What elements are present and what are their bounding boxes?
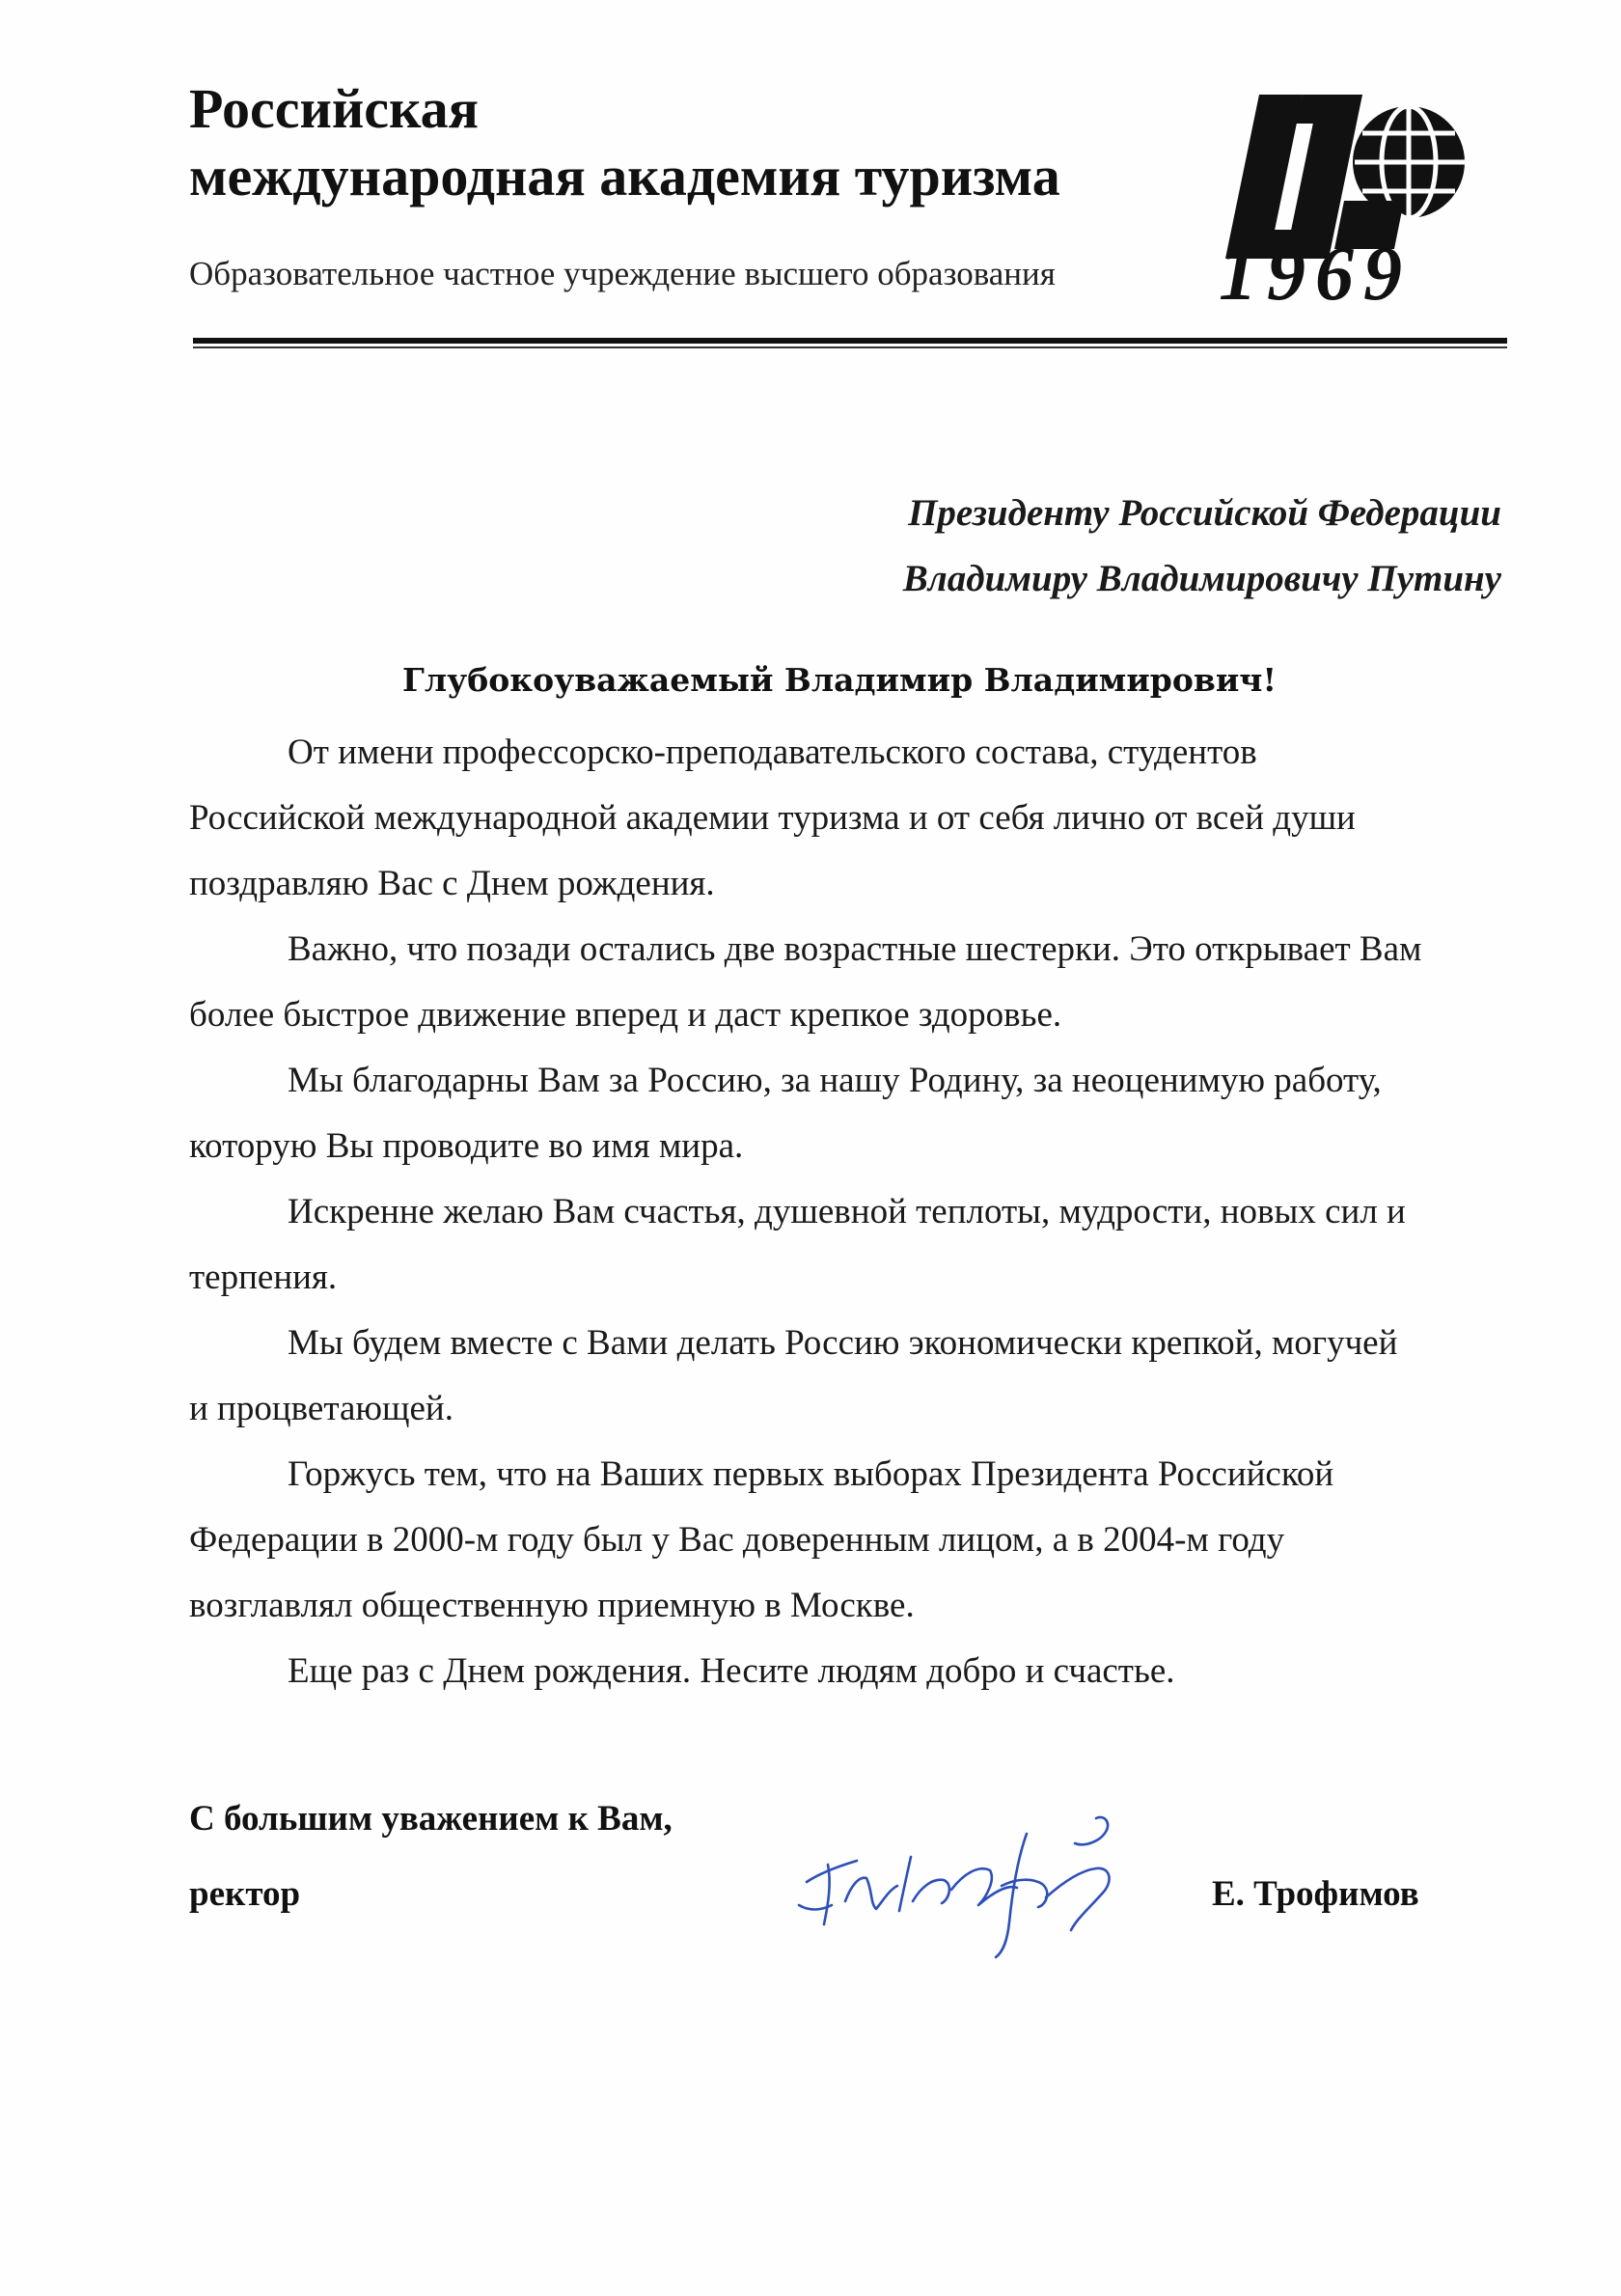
signer-position: ректор — [189, 1874, 301, 1914]
paragraph-line: Мы благодарны Вам за Россию, за нашу Родину, за неоценимую работу, — [288, 1061, 1382, 1100]
paragraph-line: Российской международной академии туризма и от себя лично от всей души — [189, 798, 1356, 838]
letterhead-divider — [193, 338, 1507, 349]
organization-name — [189, 75, 1060, 210]
organization-name-line-1: Российская — [189, 77, 479, 140]
paragraph-6 — [189, 1442, 1513, 1639]
paragraph-line: Еще раз с Днем рождения. Несите людям добро и счастье. — [288, 1651, 1175, 1691]
paragraph-3 — [189, 1048, 1513, 1179]
paragraph-4 — [189, 1179, 1513, 1311]
closing-block — [189, 1782, 673, 1932]
paragraph-7 — [189, 1639, 1513, 1704]
addressee-block — [903, 481, 1501, 612]
paragraph-line: Искренне желаю Вам счастья, душевной теплоты, мудрости, новых сил и — [288, 1192, 1406, 1231]
organization-name-line-2: международная академия туризма — [189, 145, 1060, 207]
letter-body — [189, 720, 1513, 1704]
paragraph-line: более быстрое движение вперед и даст крепкое здоровье. — [189, 995, 1062, 1035]
organization-subtitle: Образовательное частное учреждение высшего образования — [189, 255, 1056, 292]
paragraph-line: которую Вы проводите во имя мира. — [189, 1126, 744, 1166]
paragraph-line: Горжусь тем, что на Ваших первых выборах Президента Российской — [288, 1454, 1334, 1494]
paragraph-line: Мы будем вместе с Вами делать Россию экономически крепкой, могучей — [288, 1323, 1398, 1363]
addressee-name: Владимиру Владимировичу Путину — [902, 558, 1501, 599]
paragraph-line: возглавлял общественную приемную в Москве. — [189, 1586, 915, 1625]
paragraph-5 — [189, 1311, 1513, 1442]
addressee-title: Президенту Российской Федерации — [908, 492, 1501, 534]
salutation: Глубокоуважаемый Владимир Владимирович! — [402, 661, 1277, 699]
paragraph-line: От имени профессорско-преподавательского состава, студентов — [288, 733, 1257, 772]
paragraph-line: Федерации в 2000-м году был у Вас доверенным лицом, а в 2004-м году — [189, 1520, 1285, 1560]
paragraph-1 — [189, 720, 1513, 917]
academy-logo — [1211, 95, 1500, 307]
paragraph-line: и процветающей. — [189, 1389, 453, 1428]
logo-year: 1969 — [1219, 232, 1412, 307]
paragraph-line: Важно, что позади остались две возрастные шестерки. Это открывает Вам — [288, 929, 1422, 969]
handwritten-signature — [789, 1797, 1156, 1961]
paragraph-line: терпения. — [189, 1258, 338, 1297]
paragraph-line: поздравляю Вас с Днем рождения. — [189, 864, 715, 903]
closing-phrase: С большим уважением к Вам, — [189, 1799, 673, 1839]
signer-name: Е. Трофимов — [1212, 1874, 1419, 1914]
paragraph-2 — [189, 917, 1513, 1048]
